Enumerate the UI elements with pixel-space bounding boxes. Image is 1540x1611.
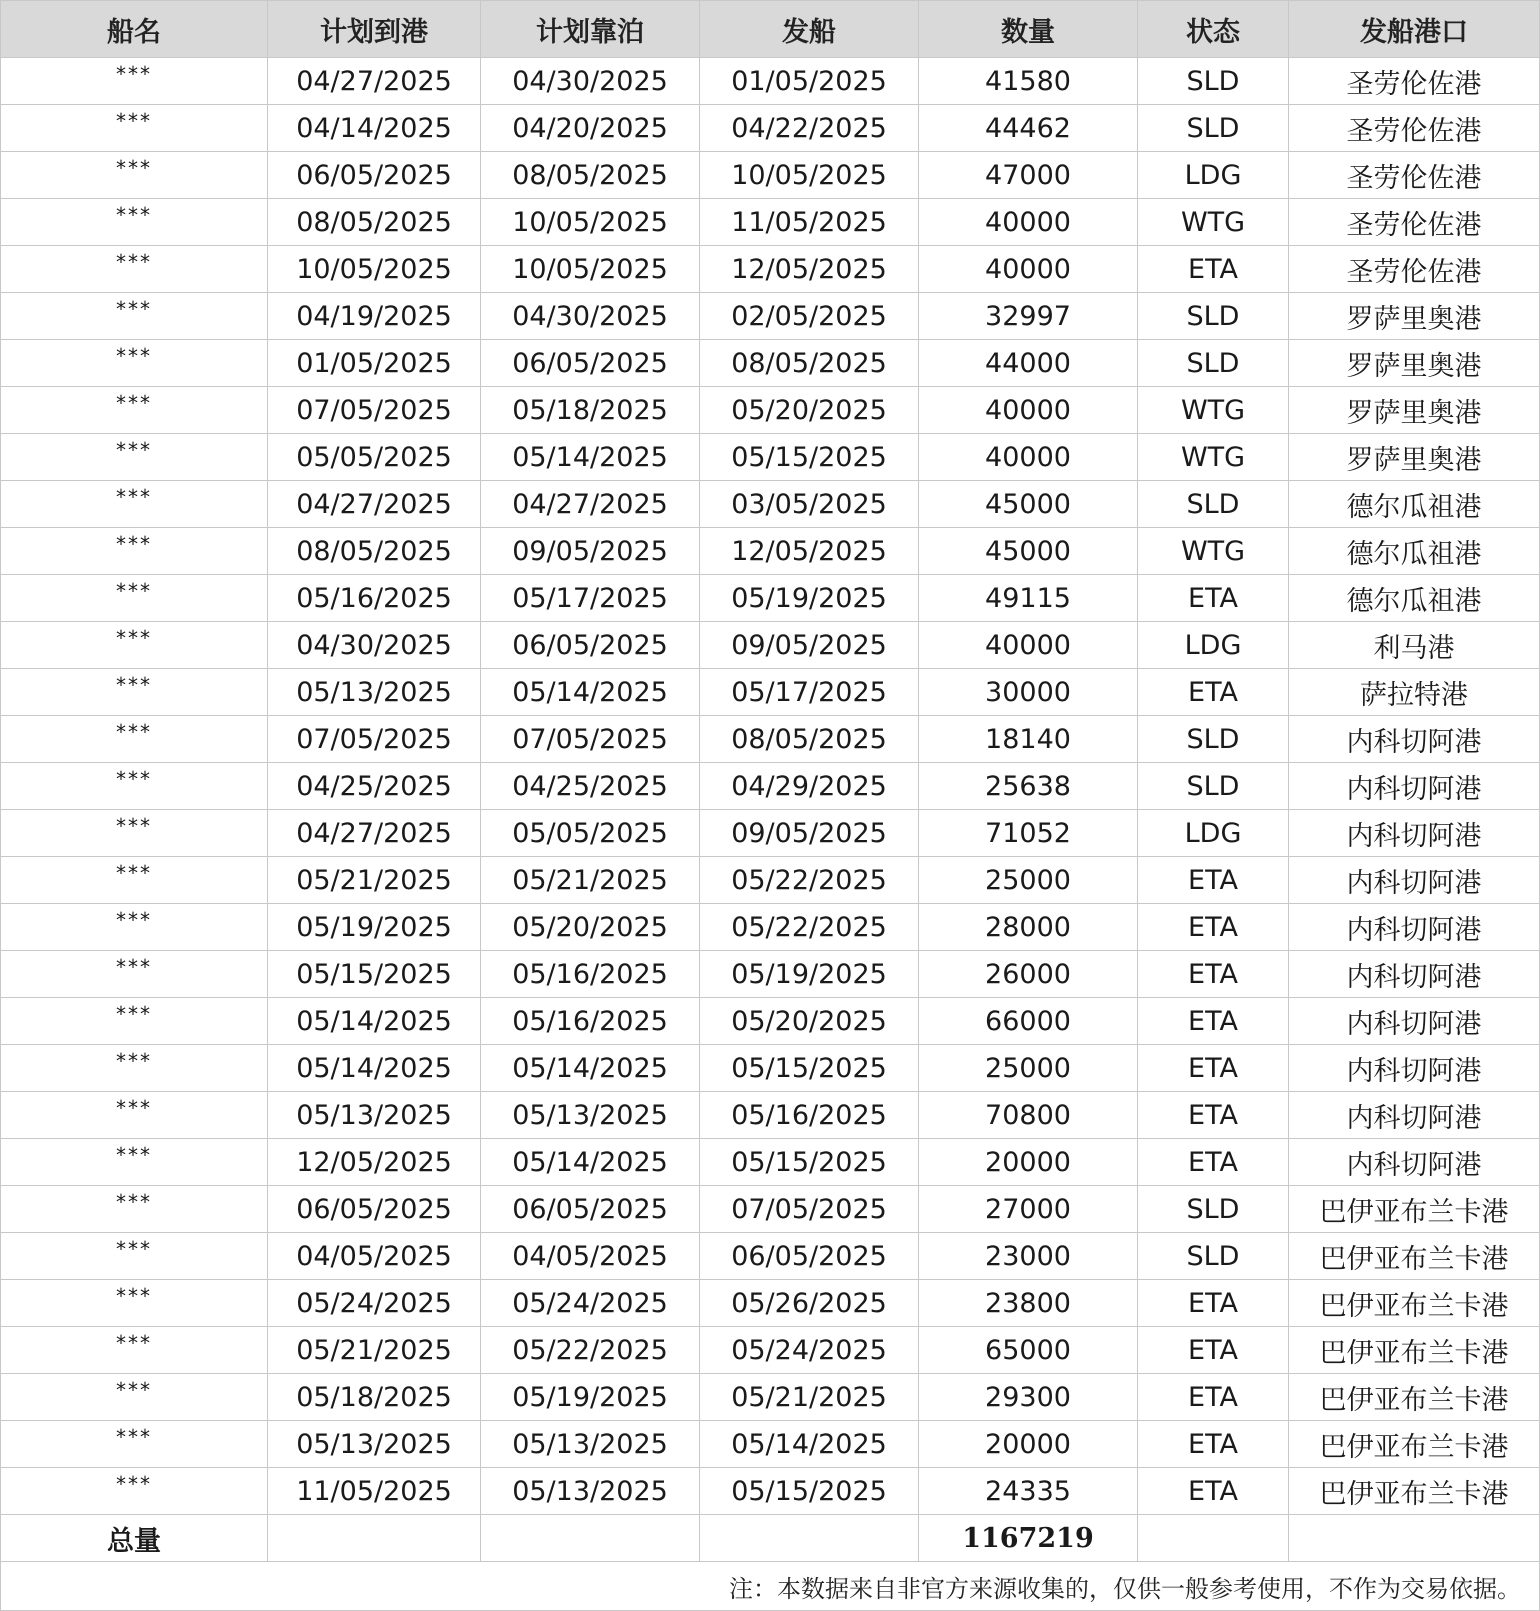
status-cell: ETA bbox=[1138, 951, 1289, 998]
ship-name-cell: *** bbox=[1, 246, 268, 293]
column-header-ship-name: 船名 bbox=[1, 1, 268, 58]
status-cell: ETA bbox=[1138, 1092, 1289, 1139]
planned-berthing-cell: 05/22/2025 bbox=[481, 1327, 700, 1374]
status-cell: ETA bbox=[1138, 998, 1289, 1045]
ship-name-cell: *** bbox=[1, 1139, 268, 1186]
table-row bbox=[1, 340, 1540, 387]
departure-date-cell: 05/20/2025 bbox=[700, 998, 919, 1045]
planned-berthing-cell: 05/14/2025 bbox=[481, 669, 700, 716]
planned-arrival-cell: 05/13/2025 bbox=[268, 1421, 481, 1468]
table-row bbox=[1, 1327, 1540, 1374]
departure-date-cell: 09/05/2025 bbox=[700, 810, 919, 857]
table-row bbox=[1, 1092, 1540, 1139]
status-cell: SLD bbox=[1138, 293, 1289, 340]
table-row bbox=[1, 1233, 1540, 1280]
ship-name-cell: *** bbox=[1, 340, 268, 387]
table-row bbox=[1, 293, 1540, 340]
status-cell: LDG bbox=[1138, 152, 1289, 199]
ship-name-cell: *** bbox=[1, 1045, 268, 1092]
column-header-quantity: 数量 bbox=[919, 1, 1138, 58]
planned-arrival-cell: 05/19/2025 bbox=[268, 904, 481, 951]
planned-arrival-cell: 04/27/2025 bbox=[268, 810, 481, 857]
status-cell: WTG bbox=[1138, 387, 1289, 434]
quantity-cell: 65000 bbox=[919, 1327, 1138, 1374]
total-empty-cell bbox=[1289, 1515, 1540, 1562]
planned-arrival-cell: 04/19/2025 bbox=[268, 293, 481, 340]
table-row bbox=[1, 481, 1540, 528]
departure-date-cell: 05/17/2025 bbox=[700, 669, 919, 716]
quantity-cell: 20000 bbox=[919, 1421, 1138, 1468]
column-header-departure: 发船 bbox=[700, 1, 919, 58]
departure-date-cell: 02/05/2025 bbox=[700, 293, 919, 340]
status-cell: WTG bbox=[1138, 199, 1289, 246]
status-cell: ETA bbox=[1138, 246, 1289, 293]
quantity-cell: 70800 bbox=[919, 1092, 1138, 1139]
quantity-cell: 18140 bbox=[919, 716, 1138, 763]
ship-name-cell: *** bbox=[1, 1092, 268, 1139]
planned-berthing-cell: 04/30/2025 bbox=[481, 293, 700, 340]
quantity-cell: 66000 bbox=[919, 998, 1138, 1045]
planned-arrival-cell: 04/25/2025 bbox=[268, 763, 481, 810]
status-cell: WTG bbox=[1138, 434, 1289, 481]
table-row bbox=[1, 1421, 1540, 1468]
departure-port-cell: 内科切阿港 bbox=[1289, 1139, 1540, 1186]
quantity-cell: 25000 bbox=[919, 857, 1138, 904]
planned-arrival-cell: 04/30/2025 bbox=[268, 622, 481, 669]
planned-arrival-cell: 07/05/2025 bbox=[268, 387, 481, 434]
quantity-cell: 25638 bbox=[919, 763, 1138, 810]
status-cell: ETA bbox=[1138, 904, 1289, 951]
departure-port-cell: 圣劳伦佐港 bbox=[1289, 199, 1540, 246]
table-row bbox=[1, 246, 1540, 293]
departure-port-cell: 巴伊亚布兰卡港 bbox=[1289, 1421, 1540, 1468]
planned-berthing-cell: 10/05/2025 bbox=[481, 246, 700, 293]
quantity-cell: 47000 bbox=[919, 152, 1138, 199]
quantity-cell: 20000 bbox=[919, 1139, 1138, 1186]
status-cell: ETA bbox=[1138, 1280, 1289, 1327]
departure-date-cell: 05/19/2025 bbox=[700, 575, 919, 622]
planned-arrival-cell: 04/27/2025 bbox=[268, 481, 481, 528]
planned-berthing-cell: 04/20/2025 bbox=[481, 105, 700, 152]
planned-arrival-cell: 05/14/2025 bbox=[268, 998, 481, 1045]
table-row bbox=[1, 1186, 1540, 1233]
quantity-cell: 28000 bbox=[919, 904, 1138, 951]
table-row bbox=[1, 857, 1540, 904]
planned-arrival-cell: 08/05/2025 bbox=[268, 528, 481, 575]
departure-port-cell: 巴伊亚布兰卡港 bbox=[1289, 1186, 1540, 1233]
planned-arrival-cell: 05/14/2025 bbox=[268, 1045, 481, 1092]
table-row bbox=[1, 387, 1540, 434]
departure-port-cell: 圣劳伦佐港 bbox=[1289, 105, 1540, 152]
departure-date-cell: 05/15/2025 bbox=[700, 1468, 919, 1515]
status-cell: ETA bbox=[1138, 1374, 1289, 1421]
planned-berthing-cell: 10/05/2025 bbox=[481, 199, 700, 246]
quantity-cell: 40000 bbox=[919, 622, 1138, 669]
table-row bbox=[1, 1139, 1540, 1186]
ship-name-cell: *** bbox=[1, 199, 268, 246]
table-row bbox=[1, 105, 1540, 152]
status-cell: SLD bbox=[1138, 481, 1289, 528]
departure-port-cell: 巴伊亚布兰卡港 bbox=[1289, 1327, 1540, 1374]
ship-name-cell: *** bbox=[1, 528, 268, 575]
planned-berthing-cell: 05/16/2025 bbox=[481, 998, 700, 1045]
quantity-cell: 45000 bbox=[919, 528, 1138, 575]
planned-arrival-cell: 04/05/2025 bbox=[268, 1233, 481, 1280]
planned-berthing-cell: 04/27/2025 bbox=[481, 481, 700, 528]
departure-date-cell: 05/19/2025 bbox=[700, 951, 919, 998]
ship-name-cell: *** bbox=[1, 1421, 268, 1468]
departure-date-cell: 05/22/2025 bbox=[700, 857, 919, 904]
table-row bbox=[1, 669, 1540, 716]
planned-berthing-cell: 05/13/2025 bbox=[481, 1468, 700, 1515]
departure-date-cell: 11/05/2025 bbox=[700, 199, 919, 246]
ship-name-cell: *** bbox=[1, 857, 268, 904]
planned-arrival-cell: 12/05/2025 bbox=[268, 1139, 481, 1186]
planned-berthing-cell: 05/24/2025 bbox=[481, 1280, 700, 1327]
quantity-cell: 40000 bbox=[919, 199, 1138, 246]
ship-name-cell: *** bbox=[1, 669, 268, 716]
status-cell: SLD bbox=[1138, 1186, 1289, 1233]
departure-port-cell: 内科切阿港 bbox=[1289, 1092, 1540, 1139]
planned-berthing-cell: 05/19/2025 bbox=[481, 1374, 700, 1421]
table-row bbox=[1, 58, 1540, 105]
table-header bbox=[1, 1, 1540, 58]
departure-port-cell: 内科切阿港 bbox=[1289, 904, 1540, 951]
table-row bbox=[1, 951, 1540, 998]
departure-port-cell: 利马港 bbox=[1289, 622, 1540, 669]
ship-name-cell: *** bbox=[1, 152, 268, 199]
planned-arrival-cell: 05/18/2025 bbox=[268, 1374, 481, 1421]
ship-name-cell: *** bbox=[1, 105, 268, 152]
departure-date-cell: 10/05/2025 bbox=[700, 152, 919, 199]
status-cell: ETA bbox=[1138, 575, 1289, 622]
planned-berthing-cell: 05/20/2025 bbox=[481, 904, 700, 951]
ship-name-cell: *** bbox=[1, 1374, 268, 1421]
departure-port-cell: 内科切阿港 bbox=[1289, 998, 1540, 1045]
table-row bbox=[1, 763, 1540, 810]
departure-date-cell: 12/05/2025 bbox=[700, 246, 919, 293]
status-cell: ETA bbox=[1138, 669, 1289, 716]
quantity-cell: 23800 bbox=[919, 1280, 1138, 1327]
quantity-cell: 40000 bbox=[919, 246, 1138, 293]
departure-date-cell: 08/05/2025 bbox=[700, 716, 919, 763]
quantity-cell: 25000 bbox=[919, 1045, 1138, 1092]
planned-arrival-cell: 08/05/2025 bbox=[268, 199, 481, 246]
planned-arrival-cell: 05/24/2025 bbox=[268, 1280, 481, 1327]
ship-name-cell: *** bbox=[1, 575, 268, 622]
departure-date-cell: 05/15/2025 bbox=[700, 434, 919, 481]
status-cell: SLD bbox=[1138, 716, 1289, 763]
total-empty-cell bbox=[481, 1515, 700, 1562]
planned-berthing-cell: 05/18/2025 bbox=[481, 387, 700, 434]
ship-name-cell: *** bbox=[1, 763, 268, 810]
departure-date-cell: 06/05/2025 bbox=[700, 1233, 919, 1280]
planned-berthing-cell: 06/05/2025 bbox=[481, 340, 700, 387]
departure-port-cell: 圣劳伦佐港 bbox=[1289, 246, 1540, 293]
table-row bbox=[1, 1280, 1540, 1327]
quantity-cell: 71052 bbox=[919, 810, 1138, 857]
table-row bbox=[1, 622, 1540, 669]
disclaimer-note: 注：本数据来自非官方来源收集的，仅供一般参考使用，不作为交易依据。 bbox=[1, 1562, 1540, 1611]
planned-arrival-cell: 05/05/2025 bbox=[268, 434, 481, 481]
quantity-cell: 44000 bbox=[919, 340, 1138, 387]
departure-port-cell: 内科切阿港 bbox=[1289, 857, 1540, 904]
departure-port-cell: 德尔瓜祖港 bbox=[1289, 575, 1540, 622]
departure-port-cell: 罗萨里奥港 bbox=[1289, 340, 1540, 387]
table-row bbox=[1, 904, 1540, 951]
planned-arrival-cell: 05/16/2025 bbox=[268, 575, 481, 622]
quantity-cell: 30000 bbox=[919, 669, 1138, 716]
table-row bbox=[1, 152, 1540, 199]
quantity-cell: 27000 bbox=[919, 1186, 1138, 1233]
departure-port-cell: 巴伊亚布兰卡港 bbox=[1289, 1374, 1540, 1421]
departure-date-cell: 04/22/2025 bbox=[700, 105, 919, 152]
quantity-cell: 41580 bbox=[919, 58, 1138, 105]
ship-name-cell: *** bbox=[1, 1233, 268, 1280]
planned-berthing-cell: 05/14/2025 bbox=[481, 1045, 700, 1092]
departure-port-cell: 德尔瓜祖港 bbox=[1289, 481, 1540, 528]
ship-name-cell: *** bbox=[1, 387, 268, 434]
departure-date-cell: 12/05/2025 bbox=[700, 528, 919, 575]
status-cell: ETA bbox=[1138, 1327, 1289, 1374]
quantity-cell: 40000 bbox=[919, 387, 1138, 434]
column-header-departure-port: 发船港口 bbox=[1289, 1, 1540, 58]
departure-port-cell: 内科切阿港 bbox=[1289, 763, 1540, 810]
planned-arrival-cell: 05/13/2025 bbox=[268, 669, 481, 716]
ship-name-cell: *** bbox=[1, 951, 268, 998]
departure-date-cell: 03/05/2025 bbox=[700, 481, 919, 528]
ship-name-cell: *** bbox=[1, 1327, 268, 1374]
planned-berthing-cell: 09/05/2025 bbox=[481, 528, 700, 575]
departure-date-cell: 05/16/2025 bbox=[700, 1092, 919, 1139]
departure-port-cell: 罗萨里奥港 bbox=[1289, 293, 1540, 340]
planned-arrival-cell: 06/05/2025 bbox=[268, 152, 481, 199]
total-quantity: 1167219 bbox=[919, 1515, 1138, 1562]
departure-date-cell: 05/21/2025 bbox=[700, 1374, 919, 1421]
table-row bbox=[1, 528, 1540, 575]
planned-berthing-cell: 05/14/2025 bbox=[481, 1139, 700, 1186]
departure-port-cell: 萨拉特港 bbox=[1289, 669, 1540, 716]
status-cell: LDG bbox=[1138, 810, 1289, 857]
ship-name-cell: *** bbox=[1, 1186, 268, 1233]
column-header-planned-berthing: 计划靠泊 bbox=[481, 1, 700, 58]
departure-port-cell: 罗萨里奥港 bbox=[1289, 387, 1540, 434]
table-body bbox=[1, 58, 1540, 1515]
note-row bbox=[1, 1562, 1540, 1611]
departure-date-cell: 05/15/2025 bbox=[700, 1045, 919, 1092]
total-row bbox=[1, 1515, 1540, 1562]
departure-date-cell: 05/20/2025 bbox=[700, 387, 919, 434]
table-row bbox=[1, 1374, 1540, 1421]
planned-berthing-cell: 04/05/2025 bbox=[481, 1233, 700, 1280]
departure-date-cell: 07/05/2025 bbox=[700, 1186, 919, 1233]
status-cell: SLD bbox=[1138, 340, 1289, 387]
ship-name-cell: *** bbox=[1, 1280, 268, 1327]
status-cell: SLD bbox=[1138, 763, 1289, 810]
planned-arrival-cell: 10/05/2025 bbox=[268, 246, 481, 293]
planned-arrival-cell: 01/05/2025 bbox=[268, 340, 481, 387]
departure-date-cell: 05/22/2025 bbox=[700, 904, 919, 951]
quantity-cell: 32997 bbox=[919, 293, 1138, 340]
departure-date-cell: 05/14/2025 bbox=[700, 1421, 919, 1468]
status-cell: SLD bbox=[1138, 1233, 1289, 1280]
planned-berthing-cell: 04/30/2025 bbox=[481, 58, 700, 105]
ship-name-cell: *** bbox=[1, 1468, 268, 1515]
status-cell: ETA bbox=[1138, 1045, 1289, 1092]
table-row bbox=[1, 998, 1540, 1045]
quantity-cell: 49115 bbox=[919, 575, 1138, 622]
ship-name-cell: *** bbox=[1, 622, 268, 669]
departure-port-cell: 罗萨里奥港 bbox=[1289, 434, 1540, 481]
total-label: 总量 bbox=[1, 1515, 268, 1562]
column-header-status: 状态 bbox=[1138, 1, 1289, 58]
planned-arrival-cell: 07/05/2025 bbox=[268, 716, 481, 763]
departure-port-cell: 圣劳伦佐港 bbox=[1289, 58, 1540, 105]
column-header-planned-arrival: 计划到港 bbox=[268, 1, 481, 58]
ship-name-cell: *** bbox=[1, 293, 268, 340]
departure-port-cell: 内科切阿港 bbox=[1289, 951, 1540, 998]
quantity-cell: 24335 bbox=[919, 1468, 1138, 1515]
planned-berthing-cell: 05/17/2025 bbox=[481, 575, 700, 622]
total-empty-cell bbox=[700, 1515, 919, 1562]
departure-port-cell: 内科切阿港 bbox=[1289, 1045, 1540, 1092]
quantity-cell: 40000 bbox=[919, 434, 1138, 481]
planned-berthing-cell: 06/05/2025 bbox=[481, 1186, 700, 1233]
status-cell: ETA bbox=[1138, 1468, 1289, 1515]
ship-name-cell: *** bbox=[1, 904, 268, 951]
departure-date-cell: 05/26/2025 bbox=[700, 1280, 919, 1327]
ship-name-cell: *** bbox=[1, 434, 268, 481]
ship-name-cell: *** bbox=[1, 998, 268, 1045]
quantity-cell: 29300 bbox=[919, 1374, 1138, 1421]
status-cell: ETA bbox=[1138, 857, 1289, 904]
departure-date-cell: 05/24/2025 bbox=[700, 1327, 919, 1374]
departure-date-cell: 05/15/2025 bbox=[700, 1139, 919, 1186]
ship-name-cell: *** bbox=[1, 58, 268, 105]
quantity-cell: 23000 bbox=[919, 1233, 1138, 1280]
departure-port-cell: 圣劳伦佐港 bbox=[1289, 152, 1540, 199]
planned-arrival-cell: 05/21/2025 bbox=[268, 857, 481, 904]
planned-arrival-cell: 06/05/2025 bbox=[268, 1186, 481, 1233]
planned-berthing-cell: 06/05/2025 bbox=[481, 622, 700, 669]
departure-port-cell: 内科切阿港 bbox=[1289, 810, 1540, 857]
planned-berthing-cell: 05/14/2025 bbox=[481, 434, 700, 481]
departure-date-cell: 08/05/2025 bbox=[700, 340, 919, 387]
planned-arrival-cell: 04/14/2025 bbox=[268, 105, 481, 152]
status-cell: WTG bbox=[1138, 528, 1289, 575]
planned-berthing-cell: 05/13/2025 bbox=[481, 1092, 700, 1139]
status-cell: LDG bbox=[1138, 622, 1289, 669]
departure-port-cell: 内科切阿港 bbox=[1289, 716, 1540, 763]
table-row bbox=[1, 434, 1540, 481]
quantity-cell: 44462 bbox=[919, 105, 1138, 152]
planned-arrival-cell: 05/21/2025 bbox=[268, 1327, 481, 1374]
departure-port-cell: 巴伊亚布兰卡港 bbox=[1289, 1468, 1540, 1515]
departure-date-cell: 09/05/2025 bbox=[700, 622, 919, 669]
planned-berthing-cell: 07/05/2025 bbox=[481, 716, 700, 763]
table-row bbox=[1, 1045, 1540, 1092]
departure-port-cell: 巴伊亚布兰卡港 bbox=[1289, 1280, 1540, 1327]
ship-name-cell: *** bbox=[1, 810, 268, 857]
table-row bbox=[1, 199, 1540, 246]
table-row bbox=[1, 1468, 1540, 1515]
header-row bbox=[1, 1, 1540, 58]
ship-name-cell: *** bbox=[1, 716, 268, 763]
planned-arrival-cell: 05/15/2025 bbox=[268, 951, 481, 998]
table-footer bbox=[1, 1515, 1540, 1611]
planned-berthing-cell: 08/05/2025 bbox=[481, 152, 700, 199]
status-cell: SLD bbox=[1138, 105, 1289, 152]
planned-berthing-cell: 05/13/2025 bbox=[481, 1421, 700, 1468]
planned-arrival-cell: 05/13/2025 bbox=[268, 1092, 481, 1139]
departure-date-cell: 01/05/2025 bbox=[700, 58, 919, 105]
quantity-cell: 26000 bbox=[919, 951, 1138, 998]
table-row bbox=[1, 716, 1540, 763]
planned-berthing-cell: 04/25/2025 bbox=[481, 763, 700, 810]
departure-port-cell: 巴伊亚布兰卡港 bbox=[1289, 1233, 1540, 1280]
planned-arrival-cell: 11/05/2025 bbox=[268, 1468, 481, 1515]
departure-port-cell: 德尔瓜祖港 bbox=[1289, 528, 1540, 575]
table-row bbox=[1, 810, 1540, 857]
total-empty-cell bbox=[268, 1515, 481, 1562]
planned-berthing-cell: 05/21/2025 bbox=[481, 857, 700, 904]
planned-berthing-cell: 05/16/2025 bbox=[481, 951, 700, 998]
departure-date-cell: 04/29/2025 bbox=[700, 763, 919, 810]
status-cell: ETA bbox=[1138, 1421, 1289, 1468]
ship-name-cell: *** bbox=[1, 481, 268, 528]
quantity-cell: 45000 bbox=[919, 481, 1138, 528]
table-row bbox=[1, 575, 1540, 622]
status-cell: SLD bbox=[1138, 58, 1289, 105]
planned-berthing-cell: 05/05/2025 bbox=[481, 810, 700, 857]
planned-arrival-cell: 04/27/2025 bbox=[268, 58, 481, 105]
status-cell: ETA bbox=[1138, 1139, 1289, 1186]
total-empty-cell bbox=[1138, 1515, 1289, 1562]
